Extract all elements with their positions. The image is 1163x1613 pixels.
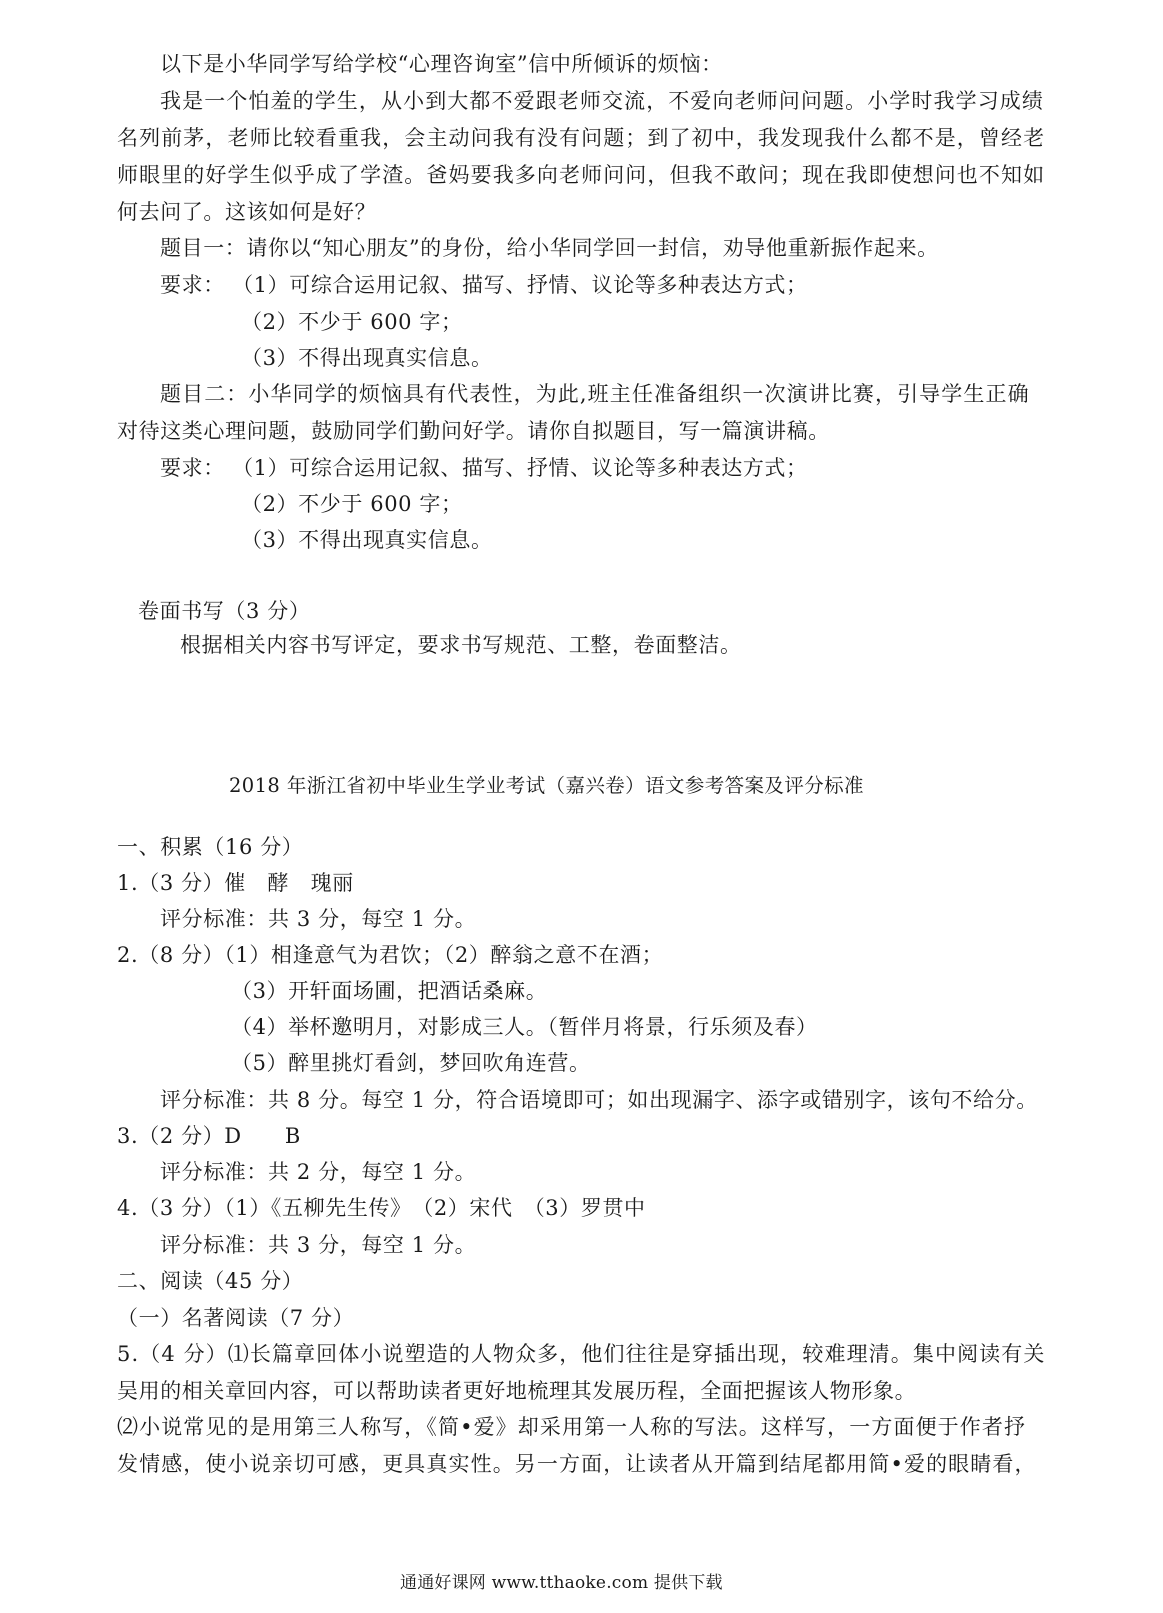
section-heading: 二、阅读（45 分） [117,1269,304,1293]
answer-line: 4.（3 分）（1）《五柳先生传》 （2）宋代 （3）罗贯中 [117,1196,646,1220]
answer-line: 1.（3 分）催 酵 瑰丽 [117,871,354,895]
scoring-line: 评分标准：共 8 分。每空 1 分，符合语境即可；如出现漏字、添字或错别字，该句不给分。 [160,1088,1038,1112]
section-heading: 一、积累（16 分） [117,835,304,859]
page-footer: 通通好课网 www.tthaoke.com 提供下载 [400,1573,723,1593]
topic-one: 题目一：请你以“知心朋友”的身份，给小华同学回一封信，劝导他重新振作起来。 [160,236,939,260]
answer-line: （3）开轩面场圃，把酒话桑麻。 [231,979,548,1003]
requirement-line: 要求： （1）可综合运用记叙、描写、抒情、议论等多种表达方式； [160,456,808,480]
answer-line: （5）醉里挑灯看剑，梦回吹角连营。 [231,1051,591,1075]
requirement-line: 要求： （1）可综合运用记叙、描写、抒情、议论等多种表达方式； [160,273,808,297]
letter-line: 我是一个怕羞的学生，从小到大都不爱跟老师交流，不爱向老师问问题。小学时我学习成绩 [160,89,1044,113]
requirement-line: （3）不得出现真实信息。 [241,346,493,370]
handwriting-text: 根据相关内容书写评定，要求书写规范、工整，卷面整洁。 [180,633,742,657]
scoring-line: 评分标准：共 3 分，每空 1 分。 [160,1233,477,1257]
requirement-line: （3）不得出现真实信息。 [241,528,493,552]
topic-two: 对待这类心理问题，鼓励同学们勤问好学。请你自拟题目，写一篇演讲稿。 [117,419,830,443]
answer-line: 2.（8 分）（1）相逢意气为君饮；（2）醉翁之意不在酒； [117,943,664,967]
topic-two: 题目二：小华同学的烦恼具有代表性，为此,班主任准备组织一次演讲比赛，引导学生正确 [160,382,1030,406]
requirement-line: （2）不少于 600 字； [241,310,463,334]
answer-line: 3.（2 分）D B [117,1124,301,1148]
scoring-line: 评分标准：共 3 分，每空 1 分。 [160,907,477,931]
answers-title: 2018 年浙江省初中毕业生学业考试（嘉兴卷）语文参考答案及评分标准 [229,774,864,797]
answer-line: 吴用的相关章回内容，可以帮助读者更好地梳理其发展历程，全面把握该人物形象。 [117,1379,917,1403]
letter-line: 师眼里的好学生似乎成了学渣。爸妈要我多向老师问问，但我不敢问；现在我即使想问也不知如 [117,163,1046,187]
answer-line: ⑵小说常见的是用第三人称写，《简•爱》却采用第一人称的写法。这样写，一方面便于作者抒 [117,1415,1027,1439]
letter-line: 名列前茅，老师比较看重我，会主动问我有没有问题；到了初中，我发现我什么都不是，曾经老 [117,126,1046,150]
answer-line: 5.（4 分）⑴长篇章回体小说塑造的人物众多，他们往往是穿插出现，较难理清。集中阅读有关 [117,1342,1046,1366]
answer-line: 发情感，使小说亲切可感，更具真实性。另一方面，让读者从开篇到结尾都用简•爱的眼睛看， [117,1452,1037,1476]
handwriting-title: 卷面书写（3 分） [138,599,311,623]
answer-line: （4）举杯邀明月，对影成三人。（暂伴月将景，行乐须及春） [231,1015,818,1039]
scoring-line: 评分标准：共 2 分，每空 1 分。 [160,1160,477,1184]
essay-intro: 以下是小华同学写给学校“心理咨询室”信中所倾诉的烦恼： [160,52,723,76]
letter-line: 何去问了。这该如何是好？ [117,200,377,224]
subsection-heading: （一）名著阅读（7 分） [117,1306,355,1330]
requirement-line: （2）不少于 600 字； [241,492,463,516]
